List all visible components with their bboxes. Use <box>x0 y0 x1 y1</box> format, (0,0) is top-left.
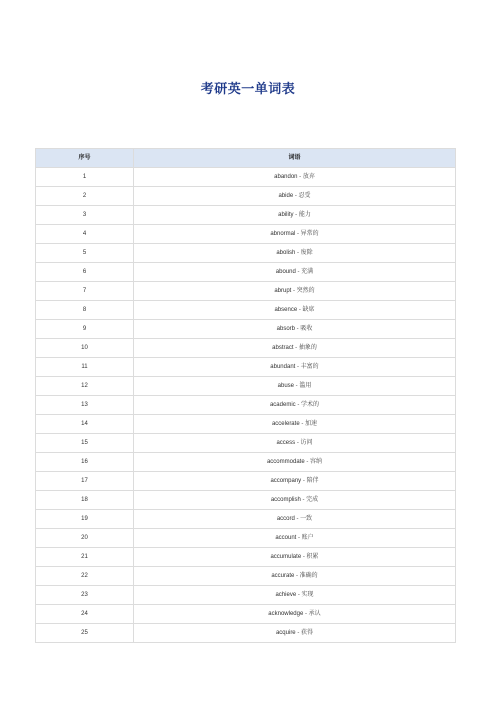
word-separator: - <box>291 288 297 294</box>
table-body <box>36 168 456 643</box>
word-separator: - <box>296 592 302 598</box>
table-row <box>36 415 456 434</box>
word-text: accord <box>276 516 295 522</box>
word-separator: - <box>295 402 301 408</box>
row-index: 7 <box>36 282 134 301</box>
word-text: acknowledge <box>268 611 304 617</box>
word-meaning: 充满 <box>301 268 314 275</box>
table-row <box>36 491 456 510</box>
row-index: 3 <box>36 206 134 225</box>
row-index: 24 <box>36 605 134 624</box>
word-separator: - <box>295 364 301 370</box>
word-separator: - <box>297 307 303 313</box>
word-meaning: 容纳 <box>310 458 323 465</box>
word-text: accomplish <box>270 497 301 503</box>
word-text: abstract <box>272 345 294 351</box>
word-text: achieve <box>275 592 297 598</box>
word-meaning: 承认 <box>308 610 321 617</box>
word-separator: - <box>293 212 299 218</box>
word-text: account <box>275 535 297 541</box>
table-row <box>36 206 456 225</box>
word-text: abnormal <box>270 231 296 237</box>
row-word-cell <box>134 187 456 206</box>
row-word-cell <box>134 434 456 453</box>
table-row <box>36 605 456 624</box>
word-separator: - <box>297 174 303 180</box>
word-text: ability <box>278 212 294 218</box>
row-word-cell <box>134 339 456 358</box>
word-text: accommodate <box>266 459 305 465</box>
table-row <box>36 263 456 282</box>
word-meaning: 丰富的 <box>300 363 319 370</box>
row-word-cell <box>134 377 456 396</box>
row-word-cell <box>134 396 456 415</box>
word-separator: - <box>295 326 301 332</box>
table-row <box>36 377 456 396</box>
table-row <box>36 529 456 548</box>
row-index: 6 <box>36 263 134 282</box>
word-text: abolish <box>276 250 296 256</box>
word-separator: - <box>295 269 302 275</box>
row-index: 9 <box>36 320 134 339</box>
row-word-cell <box>134 529 456 548</box>
word-meaning: 能力 <box>298 211 311 218</box>
word-meaning: 滥用 <box>299 382 312 389</box>
word-separator: - <box>301 478 307 484</box>
word-meaning: 获得 <box>301 629 314 636</box>
word-text: accurate <box>271 573 295 579</box>
table-row <box>36 168 456 187</box>
row-index: 4 <box>36 225 134 244</box>
word-meaning: 学术的 <box>301 401 320 408</box>
word-meaning: 积累 <box>306 553 319 560</box>
word-separator: - <box>300 497 307 503</box>
row-index: 5 <box>36 244 134 263</box>
row-word-cell <box>134 472 456 491</box>
header-index: 序号 <box>36 149 134 168</box>
row-word-cell <box>134 510 456 529</box>
row-index: 20 <box>36 529 134 548</box>
word-meaning: 吸收 <box>300 325 313 332</box>
row-word-cell <box>134 586 456 605</box>
word-text: access <box>276 440 296 446</box>
word-meaning: 实现 <box>301 591 314 598</box>
row-word-cell <box>134 225 456 244</box>
word-meaning: 异常的 <box>300 230 319 237</box>
word-text: abound <box>275 269 296 275</box>
vocabulary-table <box>35 148 456 643</box>
row-word-cell <box>134 358 456 377</box>
word-text: abuse <box>277 383 294 389</box>
row-word-cell <box>134 282 456 301</box>
row-word-cell <box>134 491 456 510</box>
word-meaning: 加速 <box>305 420 318 427</box>
word-meaning: 抽象的 <box>298 344 317 351</box>
word-text: absorb <box>276 326 295 332</box>
word-separator: - <box>294 383 300 389</box>
word-meaning: 废除 <box>300 249 313 256</box>
row-word-cell <box>134 244 456 263</box>
word-separator: - <box>293 193 299 199</box>
table-row <box>36 339 456 358</box>
table-row <box>36 548 456 567</box>
row-index: 1 <box>36 168 134 187</box>
row-index: 10 <box>36 339 134 358</box>
table-row <box>36 586 456 605</box>
row-index: 19 <box>36 510 134 529</box>
word-text: accelerate <box>271 421 300 427</box>
table-row <box>36 225 456 244</box>
word-meaning: 缺席 <box>302 306 315 313</box>
word-text: abrupt <box>274 288 292 294</box>
word-meaning: 突然的 <box>296 287 315 294</box>
word-separator: - <box>294 573 300 579</box>
row-index: 16 <box>36 453 134 472</box>
word-meaning: 完成 <box>306 496 319 503</box>
word-separator: - <box>299 421 305 427</box>
row-word-cell <box>134 320 456 339</box>
word-separator: - <box>301 554 307 560</box>
word-separator: - <box>295 630 301 636</box>
word-text: abundant <box>270 364 296 370</box>
table-row <box>36 358 456 377</box>
row-index: 11 <box>36 358 134 377</box>
word-text: accumulate <box>270 554 302 560</box>
word-separator: - <box>303 611 309 617</box>
table-row <box>36 453 456 472</box>
row-index: 17 <box>36 472 134 491</box>
row-word-cell <box>134 301 456 320</box>
row-index: 14 <box>36 415 134 434</box>
row-index: 8 <box>36 301 134 320</box>
row-index: 2 <box>36 187 134 206</box>
word-separator: - <box>294 516 301 522</box>
row-word-cell <box>134 168 456 187</box>
row-index: 13 <box>36 396 134 415</box>
word-meaning: 访问 <box>300 439 313 446</box>
word-text: absence <box>274 307 298 313</box>
word-text: acquire <box>275 630 296 636</box>
row-index: 25 <box>36 624 134 643</box>
table-row <box>36 472 456 491</box>
word-meaning: 准确的 <box>299 572 318 579</box>
word-separator: - <box>295 440 301 446</box>
row-index: 15 <box>36 434 134 453</box>
word-separator: - <box>304 459 310 465</box>
word-meaning: 账户 <box>301 534 314 541</box>
table-row <box>36 282 456 301</box>
page-title: 考研英一单词表 <box>200 82 296 97</box>
row-word-cell <box>134 206 456 225</box>
table-row <box>36 244 456 263</box>
word-separator: - <box>293 345 299 351</box>
row-index: 22 <box>36 567 134 586</box>
table-row <box>36 510 456 529</box>
table-row <box>36 301 456 320</box>
word-text: academic <box>269 402 296 408</box>
row-word-cell <box>134 415 456 434</box>
row-index: 23 <box>36 586 134 605</box>
table-header-row <box>36 149 456 168</box>
table-row <box>36 434 456 453</box>
word-separator: - <box>296 535 302 541</box>
table-row <box>36 320 456 339</box>
row-word-cell <box>134 567 456 586</box>
row-word-cell <box>134 548 456 567</box>
header-word: 词语 <box>134 149 456 168</box>
word-meaning: 放弃 <box>302 173 315 180</box>
word-text: abandon <box>274 174 298 180</box>
row-word-cell <box>134 263 456 282</box>
word-meaning: 陪伴 <box>306 477 319 484</box>
row-index: 12 <box>36 377 134 396</box>
word-separator: - <box>295 231 301 237</box>
row-index: 18 <box>36 491 134 510</box>
table-row <box>36 187 456 206</box>
table-row <box>36 396 456 415</box>
word-meaning: 忍受 <box>298 192 311 199</box>
row-word-cell <box>134 605 456 624</box>
word-text: abide <box>278 193 294 199</box>
row-word-cell <box>134 453 456 472</box>
row-index: 21 <box>36 548 134 567</box>
word-separator: - <box>295 250 301 256</box>
table-row <box>36 567 456 586</box>
table-row <box>36 624 456 643</box>
word-meaning: 一致 <box>300 515 313 522</box>
word-text: accompany <box>270 478 302 484</box>
row-word-cell <box>134 624 456 643</box>
